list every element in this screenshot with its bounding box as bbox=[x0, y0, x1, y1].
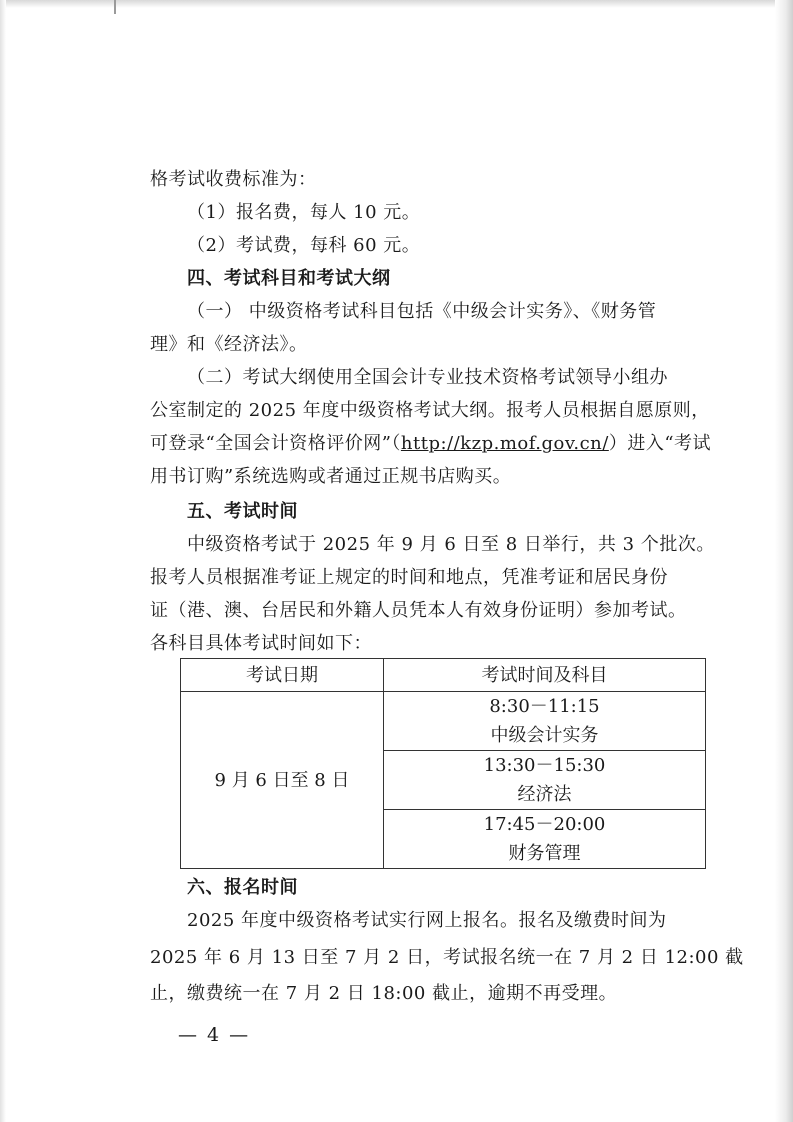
section-heading-exam-time: 五、考试时间 bbox=[187, 501, 298, 522]
session-subject: 经济法 bbox=[517, 784, 572, 805]
session-subject: 财务管理 bbox=[508, 843, 581, 864]
fee-intro: 格考试收费标准为： bbox=[150, 169, 317, 190]
page-number: — 4 — bbox=[178, 1024, 251, 1046]
registration-line-3: 止，缴费统一在 7 月 2 日 18:00 截止，逾期不再受理。 bbox=[150, 983, 618, 1004]
table-row bbox=[181, 692, 706, 751]
exam-time-line-4: 各科目具体考试时间如下： bbox=[150, 633, 372, 654]
header-exam-time-subject: 考试时间及科目 bbox=[384, 659, 706, 692]
scan-edge-top bbox=[0, 0, 793, 8]
exam-time-line-3: 证（港、澳、台居民和外籍人员凭本人有效身份证明）参加考试。 bbox=[150, 600, 687, 621]
syllabus-line-3 bbox=[150, 429, 750, 459]
kzp-website-link[interactable]: http://kzp.mof.gov.cn/ bbox=[400, 433, 609, 454]
exam-time-line-2: 报考人员根据准考证上规定的时间和地点，凭准考证和居民身份 bbox=[150, 567, 668, 588]
syllabus-line-4: 用书订购”系统选购或者通过正规书店购买。 bbox=[150, 466, 512, 487]
scan-edge-right bbox=[775, 0, 793, 1122]
exam-schedule-table bbox=[180, 658, 706, 869]
section-heading-subjects: 四、考试科目和考试大纲 bbox=[187, 268, 391, 289]
exam-date-cell: 9 月 6 日至 8 日 bbox=[181, 692, 384, 869]
registration-line-2: 2025 年 6 月 13 日至 7 月 2 日，考试报名统一在 7 月 2 日 12:00 截 bbox=[150, 947, 744, 968]
subjects-line-2: 理》和《经济法》。 bbox=[150, 334, 308, 355]
registration-line-1: 2025 年度中级资格考试实行网上报名。报名及缴费时间为 bbox=[187, 910, 667, 931]
session-cell bbox=[384, 692, 706, 751]
header-exam-date: 考试日期 bbox=[181, 659, 384, 692]
syllabus-line-2: 公室制定的 2025 年度中级资格考试大纲。报考人员根据自愿原则， bbox=[150, 400, 710, 421]
session-subject: 中级会计实务 bbox=[490, 725, 599, 746]
scan-edge-left bbox=[0, 0, 6, 1122]
section-heading-registration: 六、报名时间 bbox=[187, 877, 298, 898]
session-cell bbox=[384, 810, 706, 869]
syllabus-link-prefix: 可登录“全国会计资格评价网”（ bbox=[150, 433, 401, 454]
session-cell bbox=[384, 751, 706, 810]
session-time: 17:45－20:00 bbox=[483, 814, 606, 835]
session-time: 8:30－11:15 bbox=[489, 696, 600, 717]
exam-time-line-1: 中级资格考试于 2025 年 9 月 6 日至 8 日举行，共 3 个批次。 bbox=[187, 534, 715, 555]
session-time: 13:30－15:30 bbox=[483, 755, 606, 776]
table-header-row bbox=[181, 659, 706, 692]
fee-exam: （2）考试费，每科 60 元。 bbox=[187, 235, 421, 256]
syllabus-link-suffix: ）进入“考试 bbox=[608, 433, 712, 454]
syllabus-line-1: （二）考试大纲使用全国会计专业技术资格考试领导小组办 bbox=[187, 367, 668, 388]
scan-tick-mark bbox=[114, 0, 116, 14]
subjects-line-1: （一） 中级资格考试科目包括《中级会计实务》、《财务管 bbox=[187, 301, 657, 322]
fee-registration: （1）报名费，每人 10 元。 bbox=[187, 202, 421, 223]
